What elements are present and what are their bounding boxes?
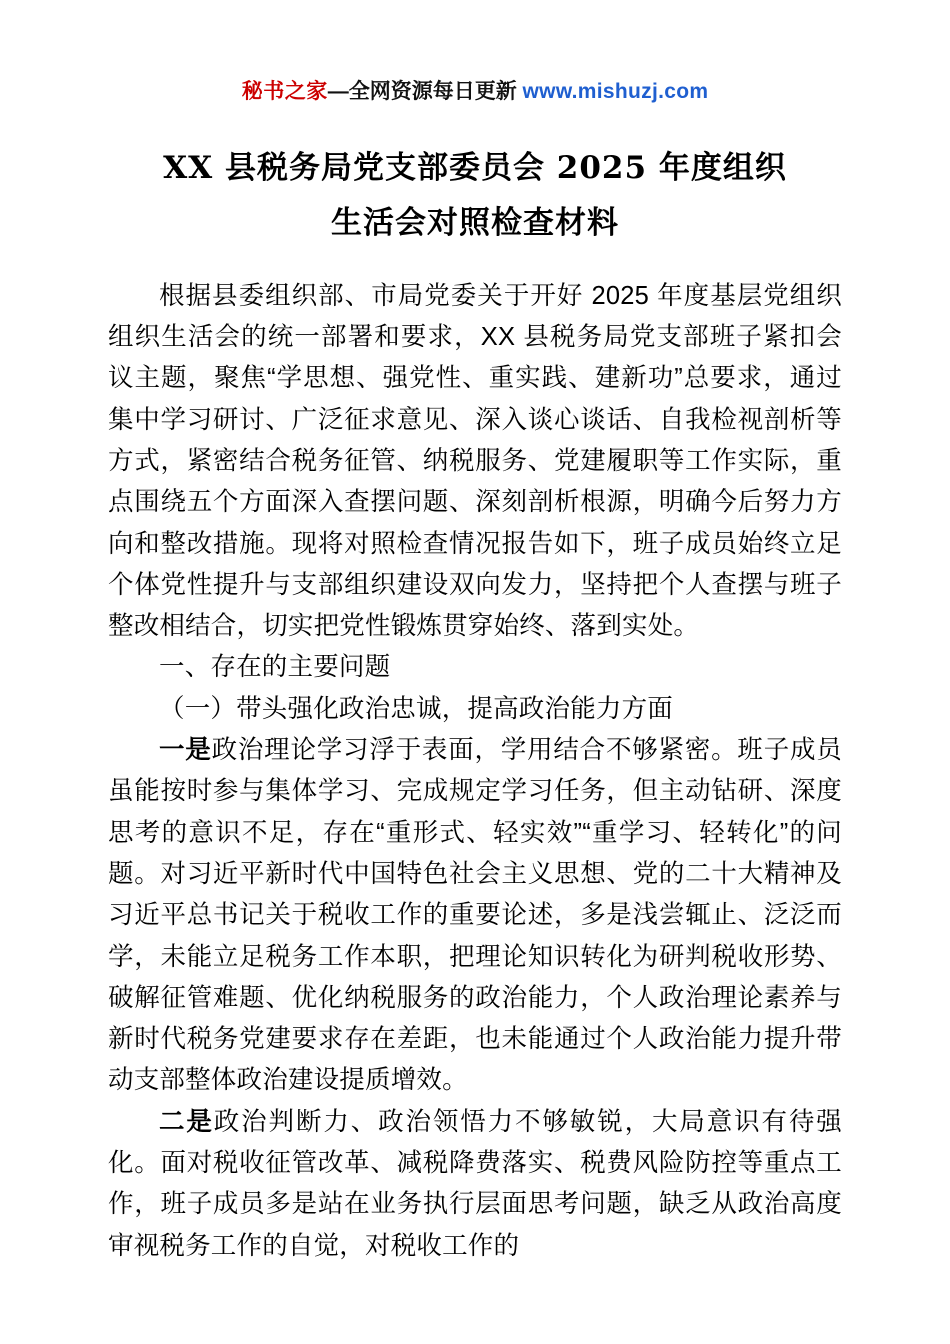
heading-section-one: 一、存在的主要问题 <box>159 653 391 682</box>
paragraph-point-one <box>108 730 842 1102</box>
page-title <box>118 141 832 250</box>
page-title-line-2: 生活会对照检查材料 <box>331 204 619 241</box>
site-watermark <box>108 78 842 105</box>
point-two-lead: 二是 <box>159 1107 214 1136</box>
point-one-lead: 一是 <box>159 736 212 765</box>
point-two-text: 政治判断力、政治领悟力不够敏锐，大局意识有待强化。面对税收征管改革、减税降费落实、税费风险防控等重点工作，班子成员多是站在业务执行层面思考问题，缺乏从政治高度审视税务工作的自觉，对税收工作的 <box>108 1107 842 1260</box>
watermark-brand: 秘书之家 <box>241 80 328 103</box>
watermark-url[interactable]: www.mishuzj.com <box>522 80 709 103</box>
point-one-text: 政治理论学习浮于表面，学用结合不够紧密。班子成员虽能按时参与集体学习、完成规定学习任务，但主动钻研、深度思考的意识不足，存在“重形式、轻实效”“重学习、轻转化”的问题。对习近平新时代中国特色社会主义思想、党的二十大精神及习近平总书记关于税收工作的重要论述，多是浅尝辄止、泛泛而学，未能立足税务工作本职，把理论知识转化为研判税收形势、破解征管难题、优化纳税服务的政治能力，个人政治理论素养与新时代税务党建要求存在差距，也未能通过个人政治能力提升带动支部整体政治建设提质增效。 <box>108 736 842 1095</box>
document-body <box>108 276 842 1267</box>
heading-subsection-one: （一）带头强化政治忠诚，提高政治能力方面 <box>159 694 674 723</box>
page-title-line-1: XX 县税务局党支部委员会 2025 年度组织 <box>163 150 787 187</box>
paragraph-point-two <box>108 1102 842 1267</box>
paragraph-intro: 根据县委组织部、市局党委关于开好 2025 年度基层党组织组织生活会的统一部署和要求，XX 县税务局党支部班子紧扣会议主题，聚焦“学思想、强党性、重实践、建新功”总要求，通过集中学习研讨、广泛征求意见、深入谈心谈话、自我检视剖析等方式，紧密结合税务征管、纳税服务、党建履职等工作实际，重点围绕五个方面深入查摆问题、深刻剖析根源，明确今后努力方向和整改措施。现将对照检查情况报告如下，班子成员始终立足个体党性提升与支部组织建设双向发力，坚持把个人查摆与班子整改相结合，切实把党性锻炼贯穿始终、落到实处。 <box>108 281 842 641</box>
watermark-slogan: —全网资源每日更新 <box>327 80 517 103</box>
